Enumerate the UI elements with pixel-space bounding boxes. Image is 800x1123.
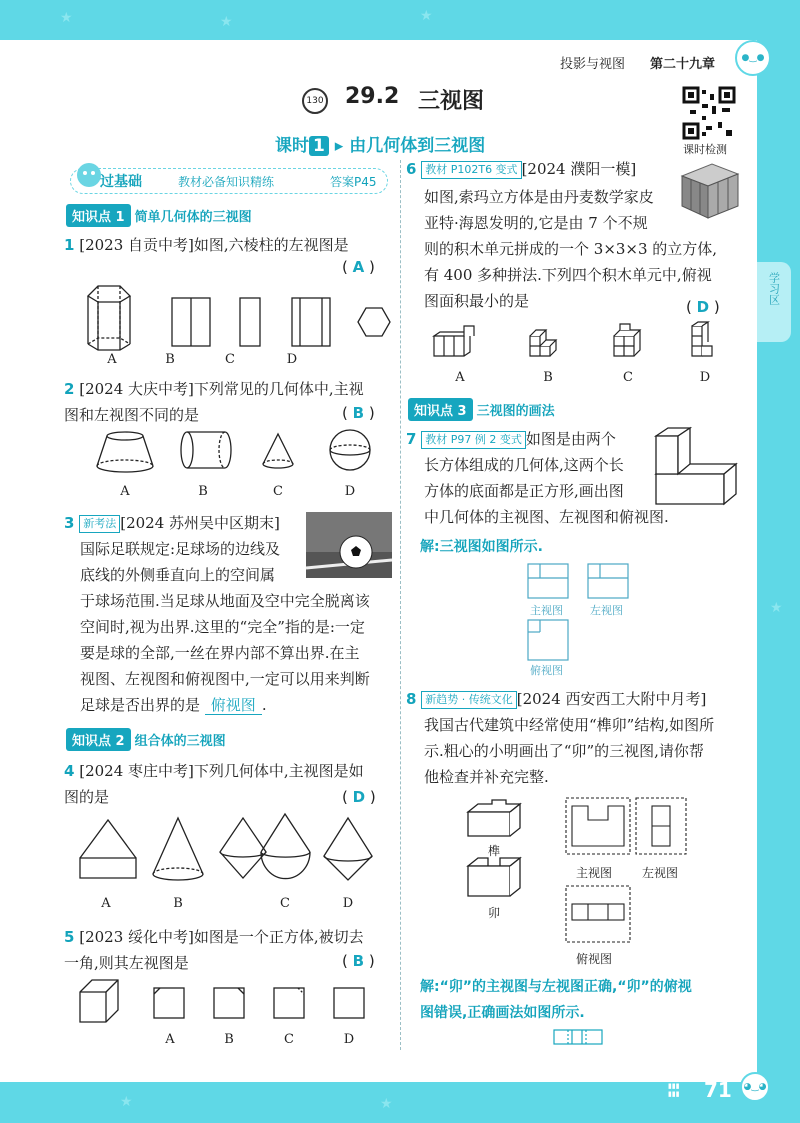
option-label: C [225, 352, 235, 367]
question-1-stem: 1 [2023 自贡中考]如图,六棱柱的左视图是 [64, 236, 349, 254]
view-label: 俯视图 [530, 664, 563, 677]
banner-subtitle: 教材必备知识精练 [178, 175, 275, 189]
question-8-solution: 解:“卯”的主视图与左视图正确,“卯”的俯视 图错误,正确画法如图所示. [420, 979, 692, 1021]
question-5-figures [78, 978, 378, 1024]
star-icon: ★ [770, 600, 783, 616]
question-6-answer: ( D ) [686, 298, 720, 316]
qr-code-icon[interactable] [682, 86, 736, 140]
footer-logo: ▮▮▮ ▮▮▮ [668, 1082, 680, 1098]
option-label: C [284, 1032, 294, 1047]
question-1-answer: ( A ) [342, 258, 375, 276]
page-number: 71 [704, 1078, 732, 1102]
view-label: 俯视图 [576, 952, 613, 966]
option-label: D [699, 370, 711, 385]
question-3-body: 国际足联规定:足球场的边线及 底线的外侧垂直向上的空间属 于球场范围.当足球从地面及空中完全脱离该 空间时,视为出界.这里的“完全”指的是:一定 要是球的全部,一丝在界内部不算出界.在主 视图、左视图和俯视图中,一定可以用来判断 足球是否出界的是 俯视图 . [80, 540, 370, 714]
option-label: A [120, 484, 130, 499]
banner-title: 过基础 [100, 174, 142, 190]
question-2-stem: 2 [2024 大庆中考]下列常见的几何体中,主视 图和左视图不同的是 [64, 380, 364, 424]
view-label: 左视图 [590, 604, 623, 617]
title-badge: 130 [302, 88, 328, 114]
soma-cube-image [676, 158, 744, 220]
knowledge-point-3: 知识点 3 三视图的画法 [408, 398, 555, 420]
star-icon: ★ [220, 14, 233, 30]
part-label: 榫 [488, 844, 501, 858]
qr-label: 课时检测 [683, 143, 727, 156]
question-8-answer-view [552, 1028, 606, 1048]
lesson-title: 课时 1 ▸ 由几何体到三视图 [275, 136, 486, 156]
option-label: C [623, 370, 633, 385]
soccer-ball-photo [306, 512, 392, 578]
question-4-answer: ( D ) [342, 788, 376, 806]
banner-answer-ref[interactable]: 答案P45 [330, 175, 377, 189]
mascot-icon: ◕‿◕ [740, 1072, 770, 1102]
question-4-figures [78, 812, 388, 892]
view-label: 主视图 [576, 866, 613, 880]
option-label: A [101, 896, 111, 911]
question-5-answer: ( B ) [342, 952, 375, 970]
option-label: A [455, 370, 465, 385]
option-label: D [343, 1032, 355, 1047]
view-label: 主视图 [530, 604, 563, 617]
mascot-icon: ●‿● [735, 40, 771, 76]
question-6-stem: 6 教材 P102T6 变式 [2024 濮阳一模] [406, 160, 637, 178]
option-label: C [273, 484, 283, 499]
side-tab-label: 学习区 [767, 272, 781, 305]
question-6-figures [430, 322, 730, 362]
question-2-answer: ( B ) [342, 404, 375, 422]
header-section: 投影与视图 [560, 57, 626, 72]
column-divider [400, 160, 401, 1050]
section-number: 29.2 [345, 84, 400, 109]
section-title: 三视图 [418, 89, 485, 114]
knowledge-point-1: 知识点 1 简单几何体的三视图 [66, 204, 252, 226]
star-icon: ★ [120, 1094, 133, 1110]
view-label: 左视图 [642, 866, 679, 880]
option-label: D [342, 896, 354, 911]
top-frame [0, 0, 800, 40]
option-label: C [280, 896, 290, 911]
option-label: B [165, 352, 175, 367]
star-icon: ★ [60, 10, 73, 26]
question-4-stem: 4 [2024 枣庄中考]下列几何体中,主视图是如 图的是 [64, 762, 364, 806]
question-5-stem: 5 [2023 绥化中考]如图是一个正方体,被切去 一角,则其左视图是 [64, 928, 364, 972]
option-label: B [173, 896, 183, 911]
option-label: D [286, 352, 298, 367]
part-label: 卯 [488, 906, 501, 920]
star-icon: ★ [380, 1096, 393, 1112]
option-label: B [543, 370, 553, 385]
question-7-solid [652, 428, 742, 508]
question-7-body: 7 教材 P97 例 2 变式 如图是由两个 长方体组成的几何体,这两个长 方体的底面都是正方形,画出图 中几何体的主视图、左视图和俯视图. [406, 430, 669, 526]
question-1-figures [80, 284, 380, 354]
question-6-body: 如图,索玛立方体是由丹麦数学家皮 亚特·海恩发明的,它是由 7 个不规 则的积木单元拼成的一个 3×3×3 的立方体, 有 400 多种拼法.下列四个积木单元中,俯视 图面积最小的是 [424, 188, 718, 310]
side-tab[interactable] [757, 262, 791, 342]
star-icon: ★ [420, 8, 433, 24]
question-8-body: 8 新趋势 · 传统文化 [2024 西安西工大附中月考] 我国古代建筑中经常使用“榫卯”结构,如图所 示.粗心的小明画出了“卯”的三视图,请你帮 他检查并补充完整. [406, 690, 715, 786]
option-label: A [107, 352, 117, 367]
option-label: B [198, 484, 208, 499]
question-3-stem: 3 新考法 [2024 苏州吴中区期末] [64, 514, 280, 532]
header-chapter: 第二十九章 [650, 57, 716, 72]
option-label: D [344, 484, 356, 499]
right-frame [757, 0, 800, 1123]
question-2-figures [95, 428, 385, 478]
option-label: A [165, 1032, 175, 1047]
option-label: B [224, 1032, 234, 1047]
knowledge-point-2: 知识点 2 组合体的三视图 [66, 728, 226, 750]
question-7-solution: 解:三视图如图所示. [420, 539, 543, 555]
